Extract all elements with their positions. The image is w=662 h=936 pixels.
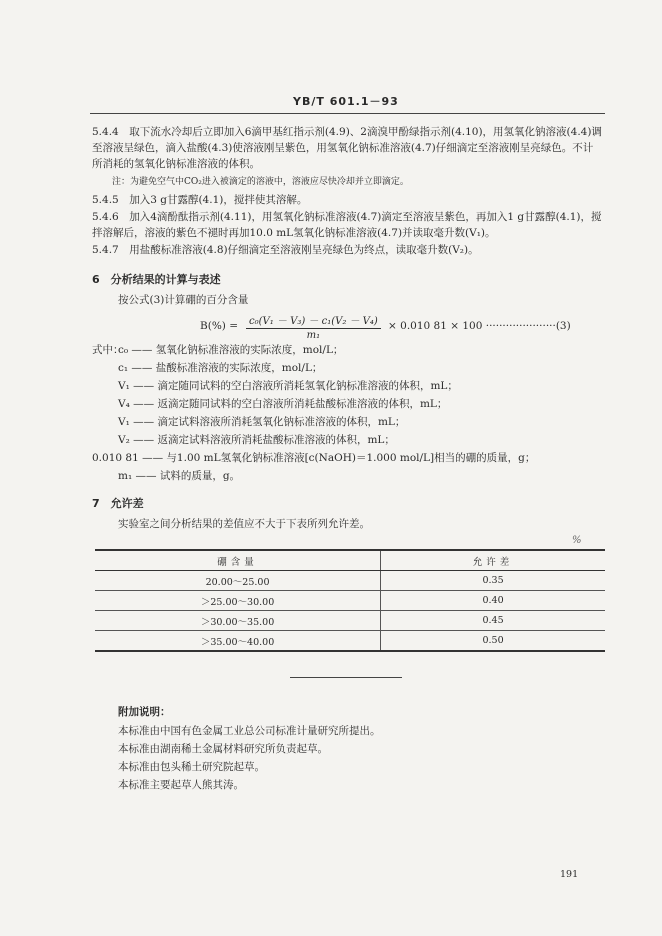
table-cell: ＞25.00～30.00 xyxy=(95,591,381,611)
appendix-line-4: 本标准主要起草人熊其涛。 xyxy=(118,779,244,791)
table-header-row xyxy=(95,550,605,571)
appendix-title: 附加说明： xyxy=(118,706,171,718)
paragraph-5-4-4: 5.4.4 取下流水冷却后立即加入6滴甲基红指示剂(4.9)、2滴溴甲酚绿指示剂(4.10)，用氢氧化钠溶液(4.4)调至溶液呈绿色，滴入盐酸(4.3)使溶液刚呈紫色，用氢氧化钠标准溶液(4.7)仔细滴定至溶液刚呈亮绿色。不计所消耗的氢氧化钠标准溶液的体积。 xyxy=(92,126,602,170)
table-cell: 0.40 xyxy=(381,591,605,611)
formula-tail: × 0.010 81 × 100 ·····················(3) xyxy=(388,320,571,332)
note: 注：为避免空气中CO₂进入被滴定的溶液中，溶液应尽快冷却并立即滴定。 xyxy=(112,177,409,187)
paragraph-5-4-6: 5.4.6 加入4滴酚酞指示剂(4.11)，用氢氧化钠标准溶液(4.7)滴定至溶液呈紫色，再加入1 g甘露醇(4.1)，搅拌溶解后，溶液的紫色不褪时再加10.0 mL氢氧化钠标准溶液(4.7)并读取毫升数(V₁)。 xyxy=(92,211,602,239)
where-label: 式中： xyxy=(92,344,124,356)
appendix-line-1: 本标准由中国有色金属工业总公司标准计量研究所提出。 xyxy=(118,725,381,737)
calc-intro: 按公式(3)计算硼的百分含量 xyxy=(118,294,249,306)
table-cell: ＞35.00～40.00 xyxy=(95,631,381,652)
document-header: YB/T 601.1－93 xyxy=(293,95,399,108)
table-cell: 0.45 xyxy=(381,611,605,631)
variable-c0: c₀ —— 氢氧化钠标准溶液的实际浓度，mol/L； xyxy=(118,344,344,356)
unit-label: % xyxy=(572,535,582,546)
section-7-heading: 7 允许差 xyxy=(92,497,144,510)
section-6-heading: 6 分析结果的计算与表述 xyxy=(92,273,221,286)
formula-numerator: c₀(V₁ － V₃) － c₁(V₂ － V₄) xyxy=(246,312,381,329)
formula-lhs: B(%) = xyxy=(200,320,239,332)
table-cell: 0.50 xyxy=(381,631,605,652)
appendix-line-2: 本标准由湖南稀土金属材料研究所负责起草。 xyxy=(118,743,328,755)
formula-denominator: m₁ xyxy=(306,330,321,341)
table-row xyxy=(95,631,605,652)
column-header-tolerance: 允许差 xyxy=(381,550,605,571)
table-row xyxy=(95,591,605,611)
formula-fraction xyxy=(246,312,381,341)
tolerance-intro: 实验室之间分析结果的差值应不大于下表所列允许差。 xyxy=(118,518,370,530)
table-cell: 20.00～25.00 xyxy=(95,571,381,591)
paragraph-5-4-5: 5.4.5 加入3 g甘露醇(4.1)，搅拌使其溶解。 xyxy=(92,194,308,206)
table-row xyxy=(95,611,605,631)
column-header-content: 硼含量 xyxy=(95,550,381,571)
variable-v2: V₂ —— 返滴定试料溶液所消耗盐酸标准溶液的体积，mL； xyxy=(118,434,395,446)
separator-rule xyxy=(290,677,402,678)
appendix-line-3: 本标准由包头稀土研究院起草。 xyxy=(118,761,265,773)
variable-v1: V₁ —— 滴定试料溶液所消耗氢氧化钠标准溶液的体积，mL； xyxy=(118,416,406,428)
table-row xyxy=(95,571,605,591)
variable-constant: 0.010 81 —— 与1.00 mL氢氧化钠标准溶液[c(NaOH)＝1.000 mol/L]相当的硼的质量，g； xyxy=(92,452,536,464)
variable-v3: V₁ —— 滴定随同试料的空白溶液所消耗氢氧化钠标准溶液的体积，mL； xyxy=(118,380,458,392)
variable-v4: V₄ —— 返滴定随同试料的空白溶液所消耗盐酸标准溶液的体积，mL； xyxy=(118,398,448,410)
table-cell: 0.35 xyxy=(381,571,605,591)
table-cell: ＞30.00～35.00 xyxy=(95,611,381,631)
variable-m1: m₁ —— 试料的质量，g。 xyxy=(118,470,241,482)
page-number: 191 xyxy=(560,869,579,880)
tolerance-table xyxy=(95,549,605,652)
paragraph-5-4-7: 5.4.7 用盐酸标准溶液(4.8)仔细滴定至溶液刚呈亮绿色为终点，读取毫升数(V₂)。 xyxy=(92,244,479,256)
header-rule xyxy=(90,113,605,114)
variable-c1: c₁ —— 盐酸标准溶液的实际浓度，mol/L； xyxy=(118,362,323,374)
